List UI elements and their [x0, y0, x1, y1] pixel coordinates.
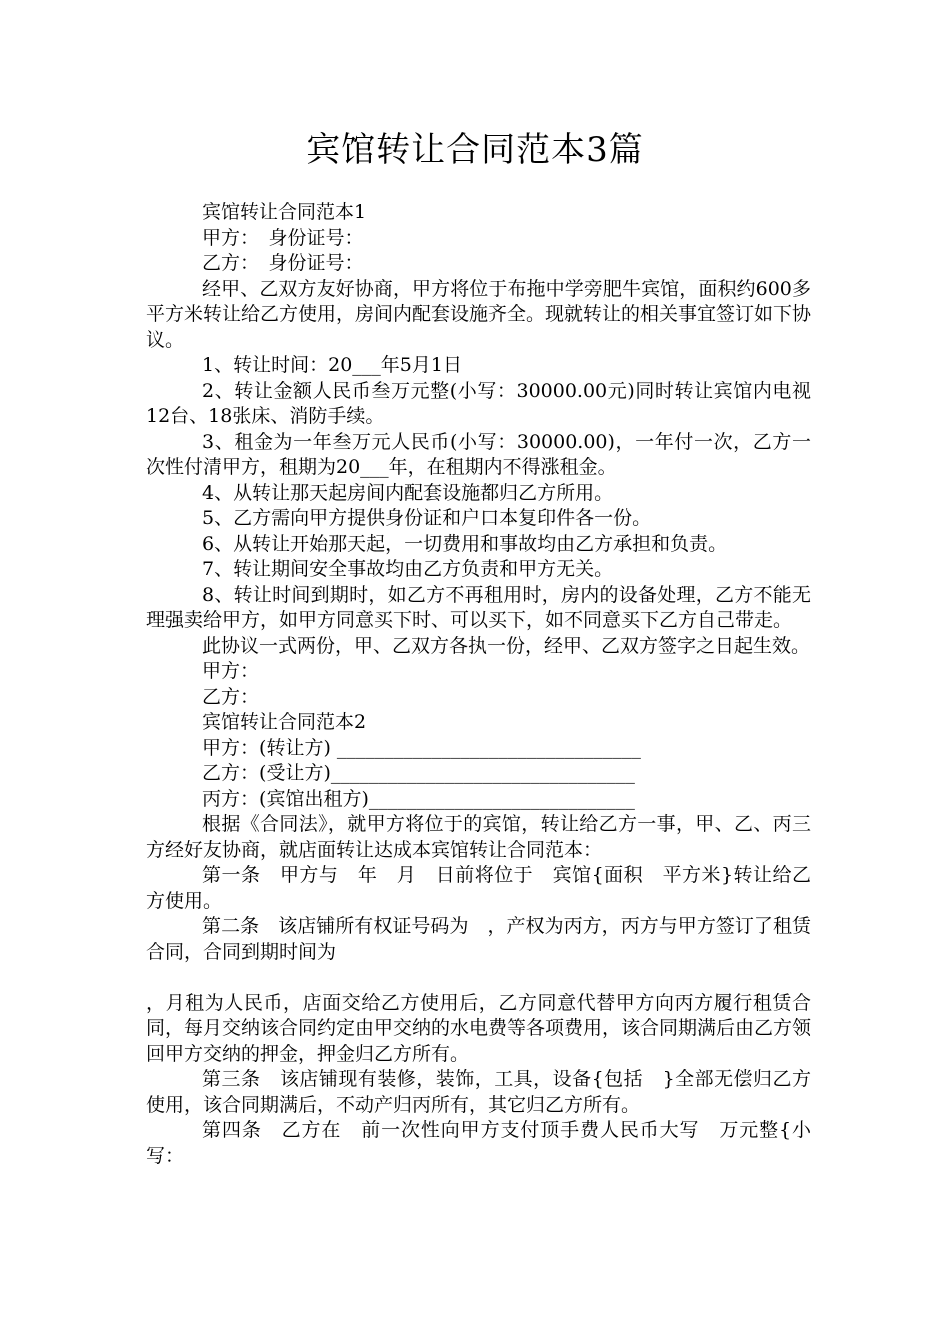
clause-4: 4、从转让那天起房间内配套设施都归乙方所用。	[202, 481, 614, 504]
signature-party-a: 甲方：	[202, 660, 260, 682]
article-3: 第三条 该店铺现有装修，装饰，工具，设备{包括 }全部无偿归乙方使用，该合同期满后，不动产归丙所有，其它归乙方所有。	[146, 1068, 811, 1116]
article-2: 第二条 该店铺所有权证号码为 ，产权为丙方，丙方与甲方签订了租赁合同，合同到期时间为	[146, 915, 811, 963]
effective-clause: 此协议一式两份，甲、乙双方各执一份，经甲、乙双方签字之日起生效。	[202, 634, 811, 657]
document-title: 宾馆转让合同范本3篇	[306, 130, 644, 170]
clause-2: 2、转让金额人民币叁万元整(小写：30000.00元)同时转让宾馆内电视12台、18张床、消防手续。	[146, 379, 811, 427]
document-body	[146, 200, 811, 1169]
preamble-paragraph: 根据《合同法》，就甲方将位于的宾馆，转让给乙方一事，甲、乙、丙三方经好友协商，就店面转让达成本宾馆转让合同范本：	[146, 813, 811, 861]
intro-paragraph: 经甲、乙双方友好协商，甲方将位于布拖中学旁肥牛宾馆，面积约600多平方米转让给乙方使用，房间内配套设施齐全。现就转让的相关事宜签订如下协议。	[146, 277, 812, 351]
transferee-line: 乙方：(受让方)________________________________	[202, 762, 635, 784]
clause-3: 3、租金为一年叁万元人民币(小写：30000.00)，一年付一次，乙方一次性付清甲方，租期为20___年，在租期内不得涨租金。	[146, 430, 811, 478]
clause-5: 5、乙方需向甲方提供身份证和户口本复印件各一份。	[202, 507, 652, 529]
article-4: 第四条 乙方在 前一次性向甲方支付顶手费人民币大写 万元整{小写：	[146, 1119, 811, 1167]
signature-party-b: 乙方：	[202, 685, 260, 708]
party-a-line: 甲方： 身份证号：	[202, 226, 364, 249]
clause-8: 8、转让时间到期时，如乙方不再租用时，房内的设备处理，乙方不能无理强卖给甲方，如甲方同意买下时、可以买下，如不同意买下乙方自己带走。	[146, 583, 811, 631]
article-1: 第一条 甲方与 年 月 日前将位于 宾馆{面积 平方米}转让给乙方使用。	[146, 864, 811, 912]
article-2-continued: ，月租为人民币，店面交给乙方使用后，乙方同意代替甲方向丙方履行租赁合同，每月交纳该合同约定由甲交纳的水电费等各项费用，该合同期满后由乙方领回甲方交纳的押金，押金归乙方所有。	[146, 991, 812, 1065]
landlord-line: 丙方：(宾馆出租方)____________________________	[202, 787, 635, 810]
blank-line	[146, 965, 811, 991]
clause-7: 7、转让期间安全事故均由乙方负责和甲方无关。	[202, 558, 614, 580]
clause-1: 1、转让时间：20___年5月1日	[202, 354, 462, 376]
section-heading-1: 宾馆转让合同范本1	[202, 201, 367, 223]
party-b-line: 乙方： 身份证号：	[202, 252, 364, 274]
transferor-line: 甲方：(转让方) ________________________________	[202, 736, 641, 759]
section-heading-2: 宾馆转让合同范本2	[202, 711, 367, 733]
clause-6: 6、从转让开始那天起，一切费用和事故均由乙方承担和负责。	[202, 532, 728, 555]
